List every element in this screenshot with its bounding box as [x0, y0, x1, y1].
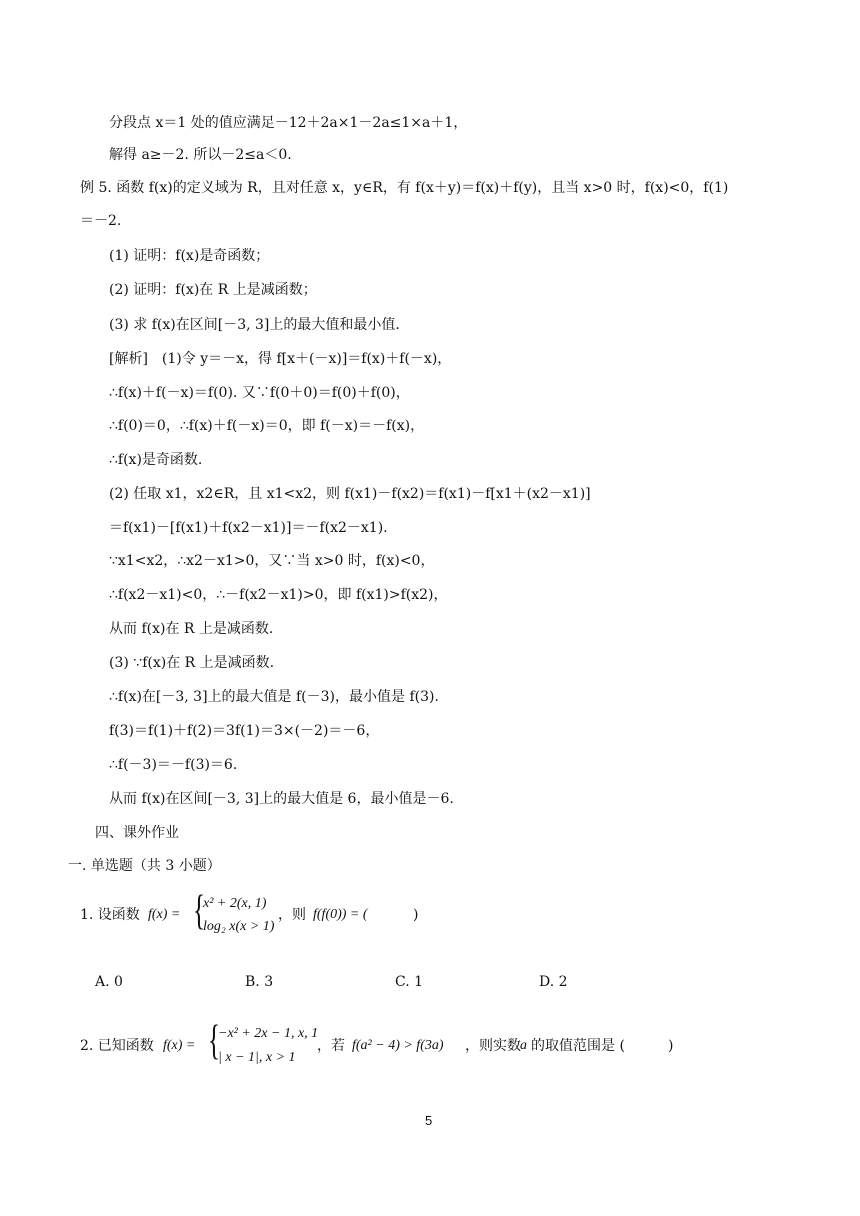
text-line: (3) ∵f(x)在 R 上是减函数.: [109, 655, 275, 671]
text-line: (2) 任取 x1，x2∈R，且 x1<x2，则 f(x1)－f(x2)＝f(x1)－f[x1＋(x2－x1)]: [109, 486, 591, 502]
solution-heading: [解析] (1)令 y＝－x，得 f[x＋(－x)]＝f(x)＋f(－x)，: [109, 351, 452, 367]
question-2-lhs: f(x) =: [163, 1038, 196, 1053]
page-number: 5: [425, 1113, 433, 1128]
text-line: ∴f(－3)＝－f(3)＝6.: [109, 757, 238, 773]
option-d[interactable]: D. 2: [539, 974, 568, 990]
text-line: ∴f(x2－x1)<0，∴－f(x2－x1)>0，即 f(x1)>f(x2)，: [109, 587, 448, 603]
text-line: (2) 证明：f(x)在 R 上是减函数；: [109, 282, 317, 298]
text-line: 从而 f(x)在 R 上是减函数.: [109, 621, 274, 637]
question-1-case-1: x² + 2(x, 1): [203, 896, 267, 911]
text-line: 从而 f(x)在区间[－3, 3]上的最大值是 6，最小值是－6.: [109, 791, 454, 807]
question-2-suffix: ，若: [317, 1038, 345, 1054]
question-2-case-2: | x − 1|, x > 1: [218, 1050, 296, 1065]
question-2-case-1: −x² + 2x − 1, x, 1: [218, 1026, 319, 1041]
text-line: ∴f(0)＝0，∴f(x)＋f(－x)＝0，即 f(－x)＝－f(x)，: [109, 418, 425, 434]
text-line: 解得 a≥－2. 所以－2≤a＜0.: [109, 147, 292, 163]
option-b[interactable]: B. 3: [245, 974, 274, 990]
text-line: ∴f(x)在[－3, 3]上的最大值是 f(－3)，最小值是 f(3).: [109, 689, 439, 705]
question-1-close: ): [413, 907, 419, 923]
text-line: ＝－2.: [80, 213, 122, 229]
question-1-expression: f(f(0)) = (: [313, 907, 368, 922]
option-c[interactable]: C. 1: [395, 974, 424, 990]
text-line: ＝f(x1)－[f(x1)＋f(x2－x1)]＝－f(x2－x1).: [109, 520, 388, 536]
question-1-prefix: 1. 设函数: [80, 907, 140, 923]
example-5-heading: 例 5. 函数 f(x)的定义域为 R，且对任意 x，y∈R，有 f(x＋y)＝f(x)＋f(y)，且当 x>0 时，f(x)<0，f(1): [80, 180, 729, 196]
question-2-prefix: 2. 已知函数: [80, 1038, 154, 1054]
question-1-lhs: f(x) =: [148, 907, 181, 922]
question-2-expression: f(a² − 4) > f(3a): [352, 1038, 444, 1053]
question-2-tail: 的取值范围是 (: [531, 1038, 625, 1054]
subsection-heading: 一. 单选题（共 3 小题）: [68, 858, 221, 874]
question-2-variable: a: [520, 1038, 527, 1053]
text-line: ∵x1<x2，∴x2－x1>0，又∵当 x>0 时，f(x)<0，: [109, 553, 435, 569]
text-line: ∴f(x)是奇函数.: [109, 452, 203, 468]
question-1-suffix: ，则: [278, 907, 306, 923]
text-line: (1) 证明：f(x)是奇函数；: [109, 248, 270, 264]
option-a[interactable]: A. 0: [95, 974, 123, 990]
question-2-mid: ，则实数: [465, 1038, 521, 1054]
brace-symbol: {: [208, 1018, 221, 1064]
text-line: ∴f(x)＋f(－x)＝f(0). 又∵f(0＋0)＝f(0)＋f(0)，: [109, 385, 410, 401]
text-line: 分段点 x＝1 处的值应满足－12＋2a×1－2a≤1×a＋1，: [109, 115, 468, 131]
section-heading: 四、课外作业: [95, 825, 179, 841]
text-line: f(3)＝f(1)＋f(2)＝3f(1)＝3×(－2)＝－6，: [109, 723, 380, 739]
brace-symbol: {: [193, 888, 206, 934]
text-line: (3) 求 f(x)在区间[－3, 3]上的最大值和最小值.: [109, 317, 400, 333]
question-1-case-2: log₂ x(x > 1): [203, 919, 275, 934]
question-2-close: ): [668, 1038, 674, 1054]
